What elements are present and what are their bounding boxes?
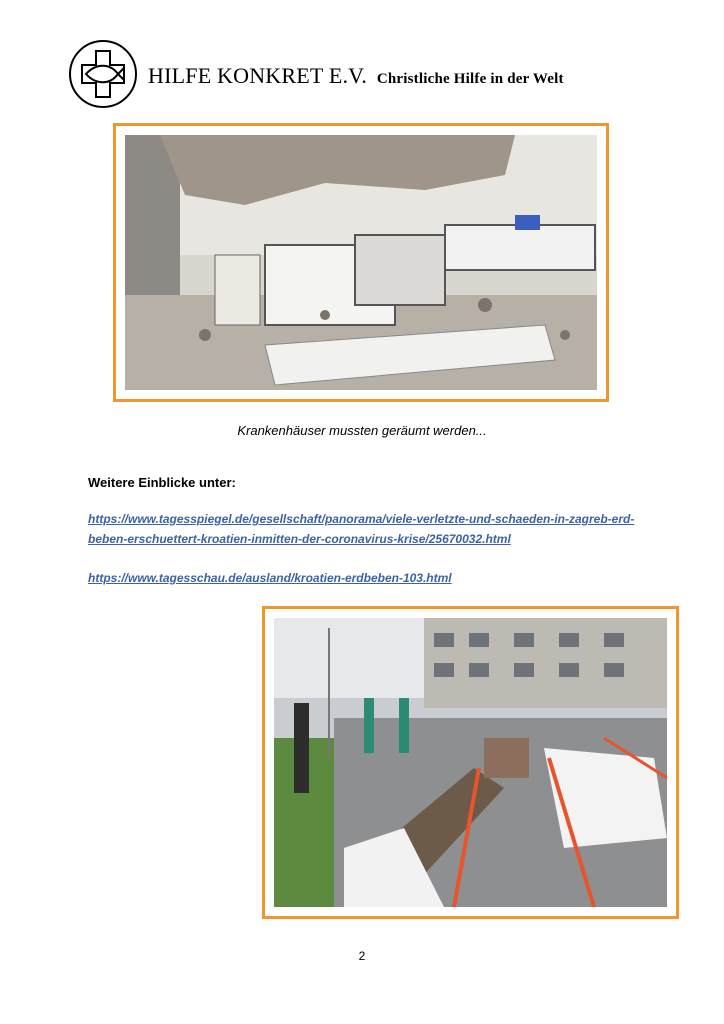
evacuated-patients-photo: [274, 618, 667, 907]
photo-caption: Krankenhäuser mussten geräumt werden...: [237, 423, 487, 438]
page-number: 2: [358, 949, 366, 963]
hospital-damage-photo: [113, 123, 609, 402]
link-tagesschau[interactable]: https://www.tagesschau.de/ausland/kroatien-erdbeben-103.html: [88, 571, 452, 585]
evacuation-photo: [262, 606, 679, 919]
organization-name: [148, 63, 564, 89]
link-tagesspiegel[interactable]: https://www.tagesspiegel.de/gesellschaft/panorama/viele-verletzte-und-schaeden-in-zagreb-erd-beben-erschuettert-kroatien-inmitten-der-coronavirus-krise/25670032.html: [88, 512, 635, 546]
more-insights-heading: Weitere Einblicke unter:: [88, 475, 236, 490]
organization-tagline: Christliche Hilfe in der Welt: [376, 71, 564, 87]
organization-title: HILFE KONKRET E.V.: [148, 63, 368, 88]
damaged-hospital-room-photo: [125, 135, 597, 390]
page-header: [68, 39, 668, 111]
fish-cross-icon: [68, 39, 138, 109]
